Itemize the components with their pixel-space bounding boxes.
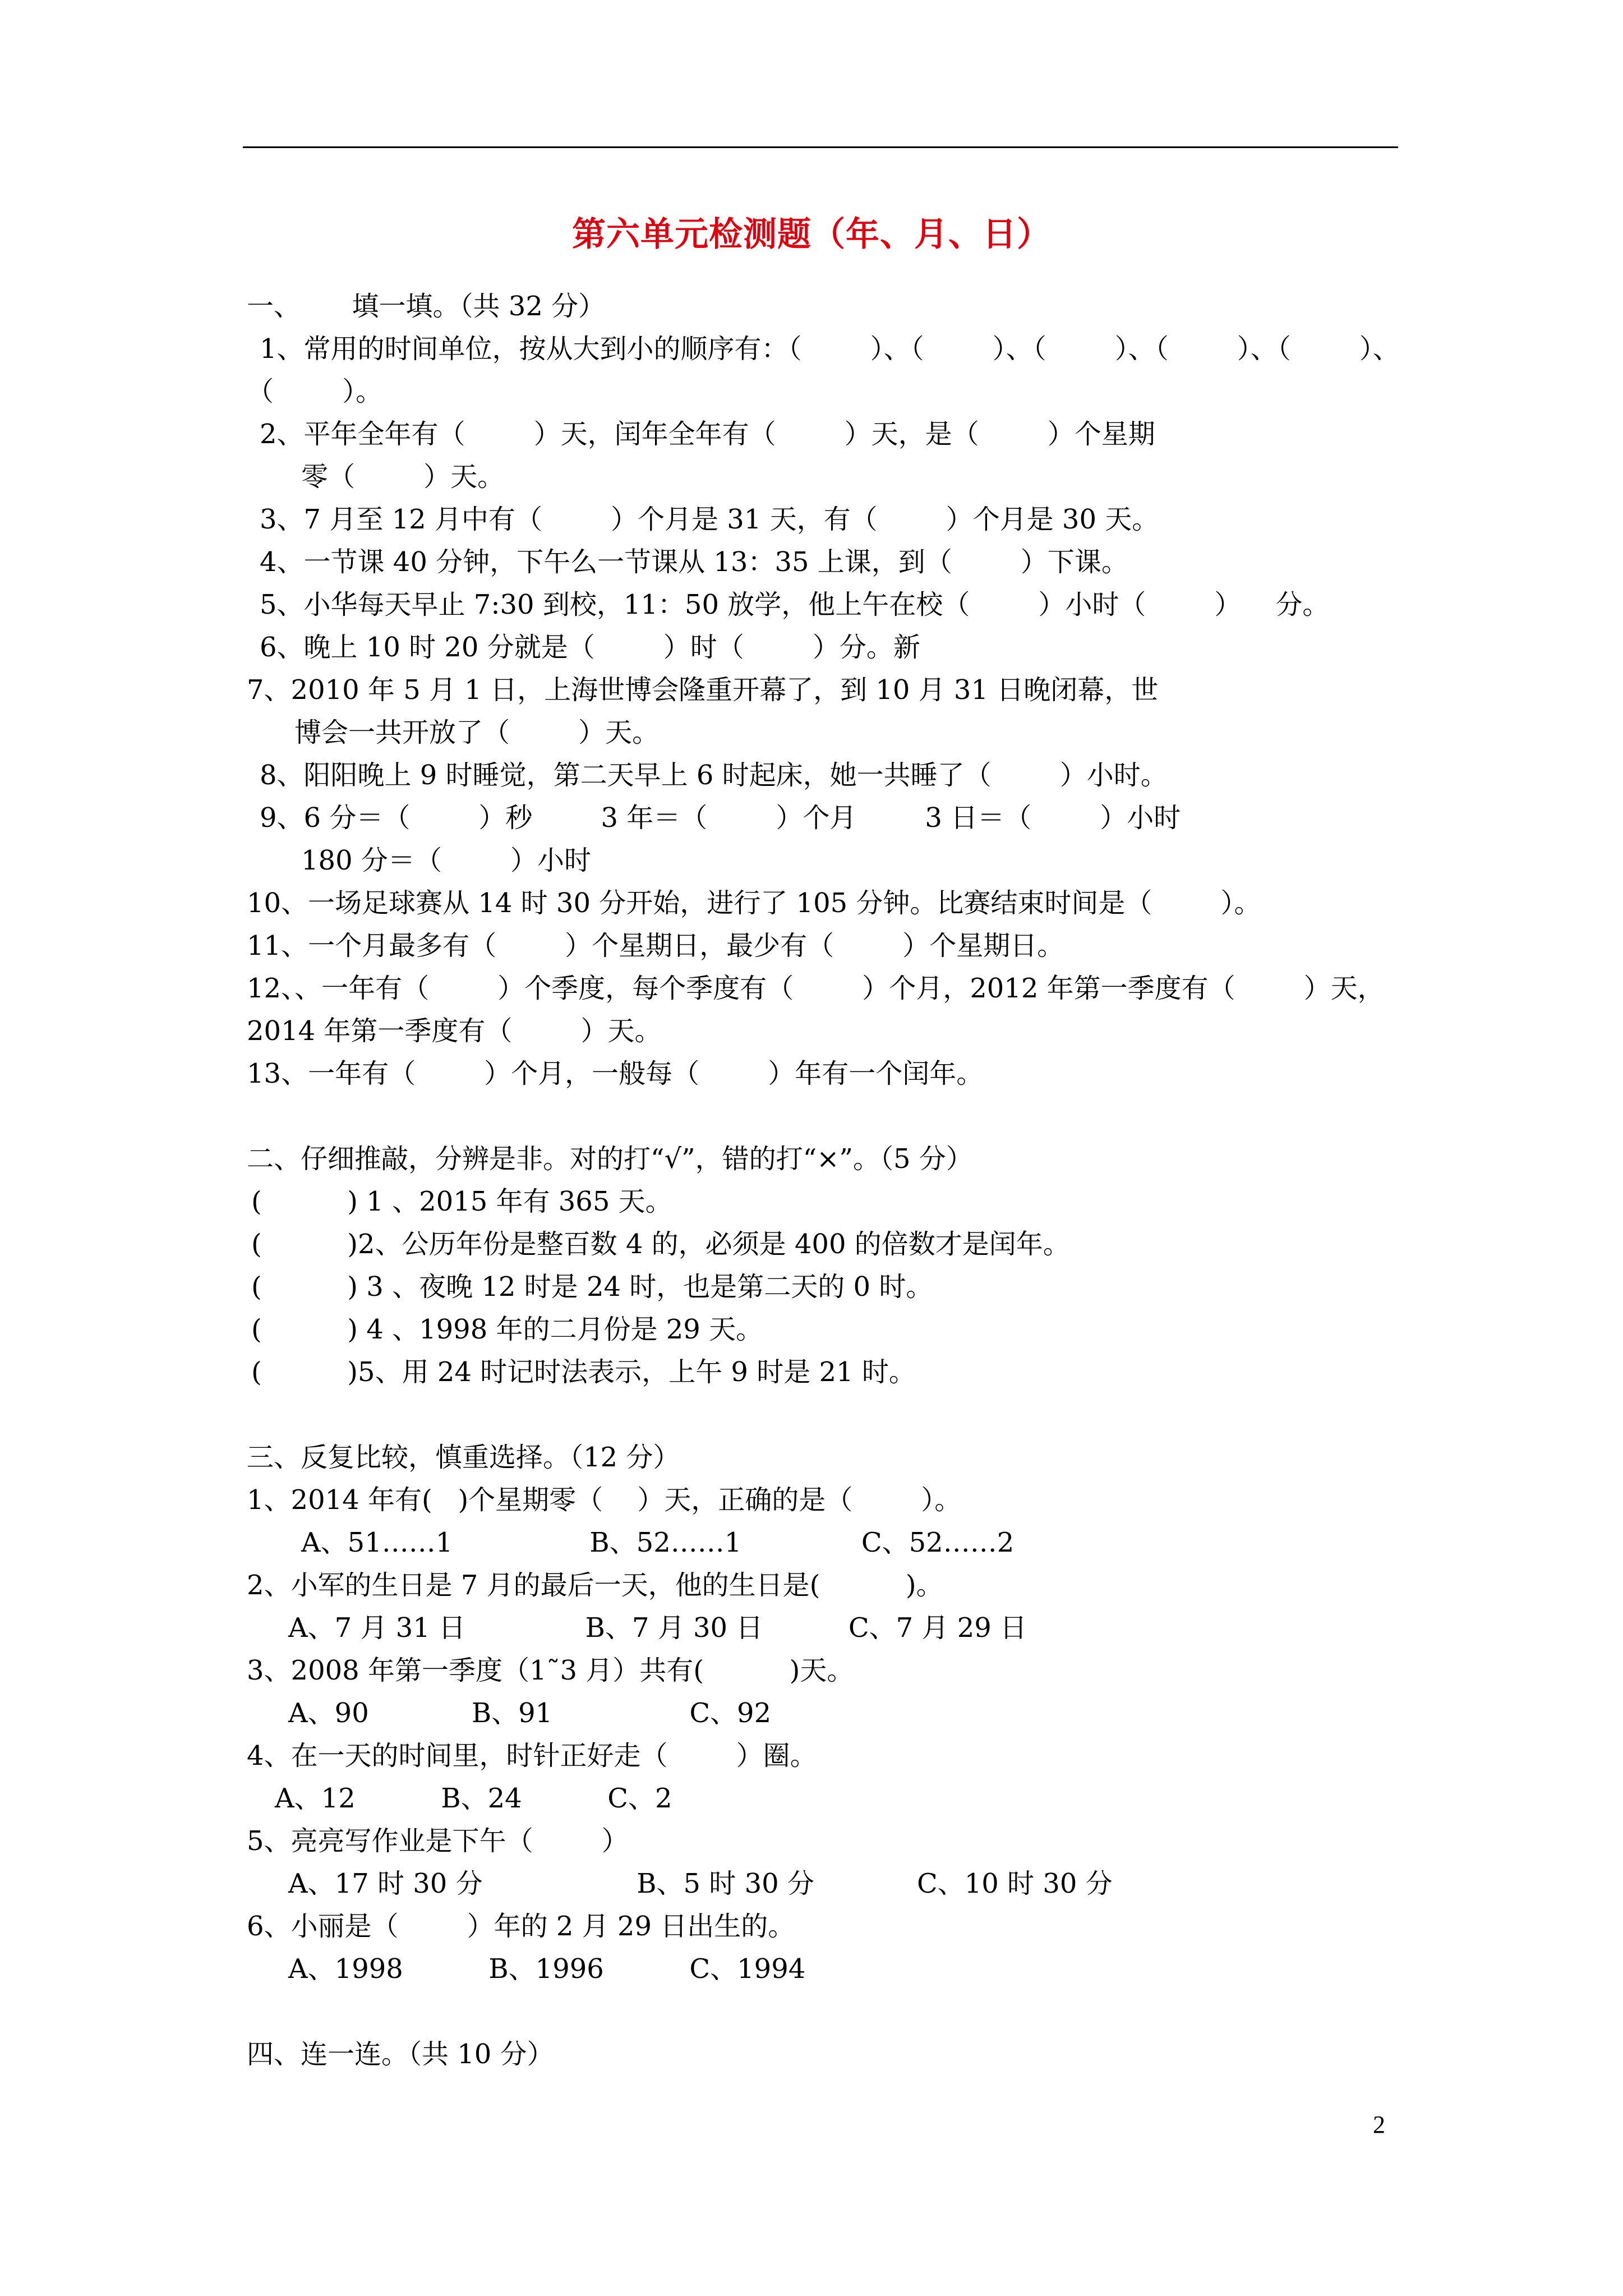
question-line: 11、一个月最多有（ ）个星期日，最少有（ ）个星期日。 xyxy=(247,930,1064,961)
choice-question: 5、亮亮写作业是下午（ ） xyxy=(247,1825,629,1857)
header-rule xyxy=(243,146,1398,148)
section-4-heading: 四、连一连。（共 10 分） xyxy=(247,2039,554,2070)
question-line: （ ）。 xyxy=(247,376,383,407)
question-line: 零（ ）天。 xyxy=(301,461,505,493)
choice-question: 6、小丽是（ ）年的 2 月 29 日出生的。 xyxy=(247,1911,795,1942)
choice-question: 2、小军的生日是 7 月的最后一天，他的生日是( )。 xyxy=(247,1570,943,1601)
section-3-heading: 三、反复比较，慎重选择。（12 分） xyxy=(247,1442,680,1473)
true-false-item: ( ) 4 、1998 年的二月份是 29 天。 xyxy=(251,1314,763,1345)
question-line: 博会一共开放了（ ）天。 xyxy=(294,717,660,748)
question-line: 3、7 月至 12 月中有（ ）个月是 31 天，有（ ）个月是 30 天。 xyxy=(260,504,1159,535)
true-false-item: ( ) 1 、2015 年有 365 天。 xyxy=(251,1186,672,1217)
question-line: 10、一场足球赛从 14 时 30 分开始，进行了 105 分钟。比赛结束时间是（ ）。 xyxy=(247,887,1261,919)
question-line: 4、一节课 40 分钟，下午么一节课从 13：35 上课，到（ ）下课。 xyxy=(260,546,1128,578)
question-line: 2014 年第一季度有（ ）天。 xyxy=(247,1015,662,1047)
choice-options: A、7 月 31 日 B、7 月 30 日 C、7 月 29 日 xyxy=(288,1612,1027,1644)
true-false-item: ( ) 3 、夜晚 12 时是 24 时，也是第二天的 0 时。 xyxy=(251,1271,933,1303)
question-line: 7、2010 年 5 月 1 日，上海世博会隆重开幕了，到 10 月 31 日晚闭幕，世 xyxy=(247,674,1159,706)
choice-question: 3、2008 年第一季度（1˜3 月）共有( )天。 xyxy=(247,1655,854,1686)
document-title: 第六单元检测题（年、月、日） xyxy=(572,215,1051,254)
question-line: 2、平年全年有（ ）天，闰年全年有（ ）天，是（ ）个星期 xyxy=(260,418,1155,450)
question-line: 13、一年有（ ）个月，一般每（ ）年有一个闰年。 xyxy=(247,1058,984,1089)
section-2-heading: 二、仔细推敲，分辨是非。对的打“√”，错的打“×”。（5 分） xyxy=(247,1143,973,1175)
choice-options: A、90 B、91 C、92 xyxy=(288,1697,772,1729)
choice-options: A、12 B、24 C、2 xyxy=(275,1783,672,1814)
question-line: 12、、一年有（ ）个季度，每个季度有（ ）个月，2012 年第一季度有（ ）天， xyxy=(247,973,1385,1004)
question-line: 1、常用的时间单位，按从大到小的顺序有：（ ）、（ ）、（ ）、（ ）、（ ）、 xyxy=(260,333,1400,365)
question-line: 6、晚上 10 时 20 分就是（ ）时（ ）分。新 xyxy=(260,632,920,663)
choice-options: A、17 时 30 分 B、5 时 30 分 C、10 时 30 分 xyxy=(288,1868,1113,1899)
page-number: 2 xyxy=(1373,2111,1385,2138)
true-false-item: ( )2、公历年份是整百数 4 的，必须是 400 的倍数才是闰年。 xyxy=(251,1228,1070,1260)
true-false-item: ( )5、用 24 时记时法表示，上午 9 时是 21 时。 xyxy=(251,1356,916,1388)
question-line: 5、小华每天早止 7:30 到校，11：50 放学，他上午在校（ ）小时（ ） 分。 xyxy=(260,589,1330,620)
choice-question: 4、在一天的时间里，时针正好走（ ）圈。 xyxy=(247,1740,817,1772)
choice-question: 1、2014 年有( )个星期零（ ）天，正确的是（ ）。 xyxy=(247,1484,962,1516)
choice-options: A、1998 B、1996 C、1994 xyxy=(288,1953,806,1985)
question-line: 180 分＝（ ）小时 xyxy=(301,845,591,876)
choice-options: A、51……1 B、52……1 C、52……2 xyxy=(301,1527,1015,1558)
question-line: 8、阳阳晚上 9 时睡觉，第二天早上 6 时起床，她一共睡了（ ）小时。 xyxy=(260,760,1168,791)
question-line: 9、6 分＝（ ）秒 3 年＝（ ）个月 3 日＝（ ）小时 xyxy=(260,802,1181,834)
section-1-heading: 一、 填一填。（共 32 分） xyxy=(247,291,606,322)
